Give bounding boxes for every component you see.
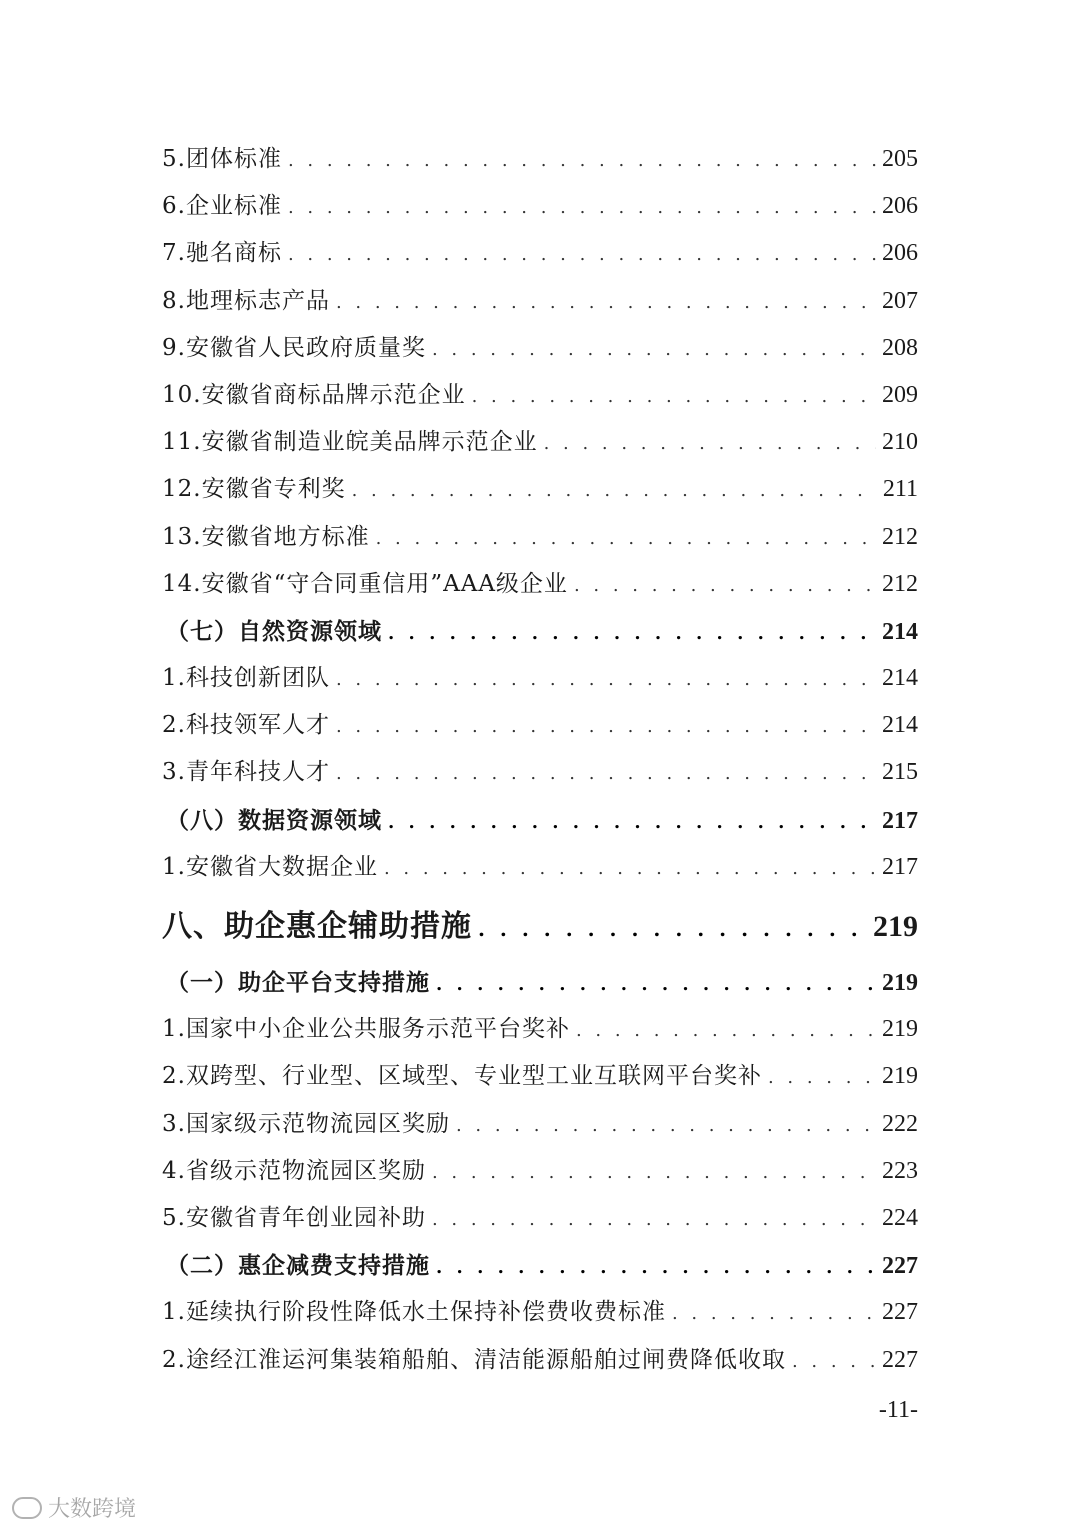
toc-leader-dots <box>376 515 876 562</box>
toc-entry-page: 211 <box>882 476 918 503</box>
toc-entry-label: 8.地理标志产品 <box>162 287 330 314</box>
toc-item[interactable] <box>162 466 918 513</box>
toc-entry-page: 224 <box>882 1204 918 1231</box>
toc-entry-page: 222 <box>882 1110 918 1137</box>
toc-leader-dots <box>672 1290 876 1337</box>
toc-entry-page: 215 <box>882 759 918 786</box>
toc-entry-label: 6.企业标准 <box>162 193 282 220</box>
toc-item[interactable] <box>162 561 918 608</box>
toc-entry-label: 1.延续执行阶段性降低水土保持补偿费收费标准 <box>162 1299 666 1326</box>
toc-leader-dots <box>388 799 876 846</box>
toc-leader-dots <box>288 137 876 184</box>
toc-leader-dots <box>432 1196 876 1243</box>
toc-item[interactable] <box>162 136 918 183</box>
page-number: -11- <box>878 1397 918 1423</box>
toc-entry-page: 227 <box>882 1346 918 1373</box>
toc-entry-page: 219 <box>882 1063 918 1090</box>
toc-item[interactable] <box>162 749 918 796</box>
toc-entry-label: 1.国家中小企业公共服务示范平台奖补 <box>162 1016 570 1043</box>
toc-entry-page: 217 <box>882 853 918 880</box>
toc-entry-page: 212 <box>882 523 918 550</box>
toc-entry-label: 14.安徽省“守合同重信用”AAA级企业 <box>162 570 568 597</box>
toc-entry-label: （二）惠企减费支持措施 <box>166 1252 430 1280</box>
toc-item[interactable] <box>162 325 918 372</box>
toc-entry-label: 5.安徽省青年创业园补助 <box>162 1204 426 1231</box>
toc-entry-label: 13.安徽省地方标准 <box>162 523 370 550</box>
toc-entry-page: 219 <box>882 970 918 996</box>
toc-leader-dots <box>436 1244 876 1291</box>
toc-entry-page: 227 <box>882 1299 918 1326</box>
toc-item[interactable] <box>162 1289 918 1336</box>
toc-item[interactable] <box>162 844 918 891</box>
toc-entry-label: 5.团体标准 <box>162 146 282 172</box>
toc-leader-dots <box>472 373 876 420</box>
toc-item[interactable] <box>162 1006 918 1053</box>
toc-entry-page: 217 <box>882 807 918 834</box>
toc-item[interactable] <box>162 419 918 466</box>
watermark <box>12 1492 136 1523</box>
toc-entry-page: 219 <box>873 910 918 943</box>
toc-section[interactable] <box>162 608 918 655</box>
toc-leader-dots <box>336 279 876 326</box>
toc-entry-page: 212 <box>882 570 918 597</box>
toc-entry-label: 11.安徽省制造业皖美品牌示范企业 <box>162 429 538 456</box>
toc-leader-dots <box>288 184 876 231</box>
toc-entry-page: 223 <box>882 1157 918 1184</box>
toc-entry-page: 210 <box>882 429 918 456</box>
toc-section[interactable] <box>162 1242 918 1289</box>
toc-entry-page: 214 <box>882 665 918 692</box>
toc-entry-label: 4.省级示范物流园区奖励 <box>162 1157 426 1184</box>
toc-leader-dots <box>574 562 876 609</box>
toc-leader-dots <box>336 703 876 750</box>
toc-entry-label: 3.青年科技人才 <box>162 759 330 786</box>
toc-item[interactable] <box>162 230 918 277</box>
toc-entry-page: 227 <box>882 1253 918 1280</box>
toc-leader-dots <box>544 420 876 467</box>
toc-entry-label: 3.国家级示范物流园区奖励 <box>162 1110 450 1137</box>
toc-item[interactable] <box>162 183 918 230</box>
toc-entry-page: 207 <box>882 287 918 314</box>
toc-item[interactable] <box>162 372 918 419</box>
toc-entry-label: （八）数据资源领域 <box>166 806 382 834</box>
toc-item[interactable] <box>162 1053 918 1100</box>
toc-entry-page: 206 <box>882 193 918 220</box>
toc-entry-label: （一）助企平台支持措施 <box>166 969 430 996</box>
table-of-contents <box>162 136 918 1384</box>
toc-entry-label: 2.途经江淮运河集装箱船舶、清洁能源船舶过闸费降低收取 <box>162 1346 786 1373</box>
toc-entry-label: 1.科技创新团队 <box>162 665 330 692</box>
toc-leader-dots <box>576 1007 876 1054</box>
toc-leader-dots <box>478 897 867 961</box>
toc-entry-label: 2.科技领军人才 <box>162 712 330 739</box>
toc-entry-page: 209 <box>882 381 918 408</box>
toc-entry-label: 12.安徽省专利奖 <box>162 476 346 503</box>
toc-leader-dots <box>336 750 876 797</box>
toc-leader-dots <box>432 326 876 373</box>
toc-section[interactable] <box>162 959 918 1006</box>
toc-entry-page: 206 <box>882 240 918 267</box>
toc-chapter[interactable] <box>162 895 918 959</box>
toc-leader-dots <box>388 610 876 657</box>
toc-entry-page: 214 <box>882 618 918 645</box>
toc-entry-label: 1.安徽省大数据企业 <box>162 853 378 880</box>
toc-leader-dots <box>336 656 876 703</box>
toc-entry-label: 八、助企惠企辅助措施 <box>162 909 472 944</box>
toc-leader-dots <box>436 961 876 1008</box>
toc-entry-label: 2.双跨型、行业型、区域型、专业型工业互联网平台奖补 <box>162 1063 762 1090</box>
toc-leader-dots <box>352 467 877 514</box>
toc-item[interactable] <box>162 1337 918 1384</box>
toc-item[interactable] <box>162 702 918 749</box>
toc-item[interactable] <box>162 514 918 561</box>
toc-item[interactable] <box>162 1195 918 1242</box>
toc-leader-dots <box>288 231 876 278</box>
toc-entry-label: 7.驰名商标 <box>162 240 282 267</box>
toc-entry-label: 10.安徽省商标品牌示范企业 <box>162 381 466 408</box>
toc-entry-page: 214 <box>882 712 918 739</box>
toc-leader-dots <box>792 1338 876 1385</box>
toc-entry-label: 9.安徽省人民政府质量奖 <box>162 334 426 361</box>
toc-entry-label: （七）自然资源领域 <box>166 617 382 645</box>
watermark-logo-icon <box>12 1497 42 1519</box>
toc-entry-page: 219 <box>882 1016 918 1043</box>
toc-item[interactable] <box>162 655 918 702</box>
toc-section[interactable] <box>162 797 918 844</box>
toc-leader-dots <box>456 1102 876 1149</box>
watermark-text: 大数跨境 <box>48 1497 137 1522</box>
toc-entry-page: 208 <box>882 334 918 361</box>
toc-item[interactable] <box>162 1101 918 1148</box>
toc-leader-dots <box>768 1054 876 1101</box>
toc-item[interactable] <box>162 278 918 325</box>
toc-item[interactable] <box>162 1148 918 1195</box>
toc-entry-page: 205 <box>882 146 918 172</box>
toc-leader-dots <box>384 845 876 892</box>
toc-leader-dots <box>432 1149 876 1196</box>
